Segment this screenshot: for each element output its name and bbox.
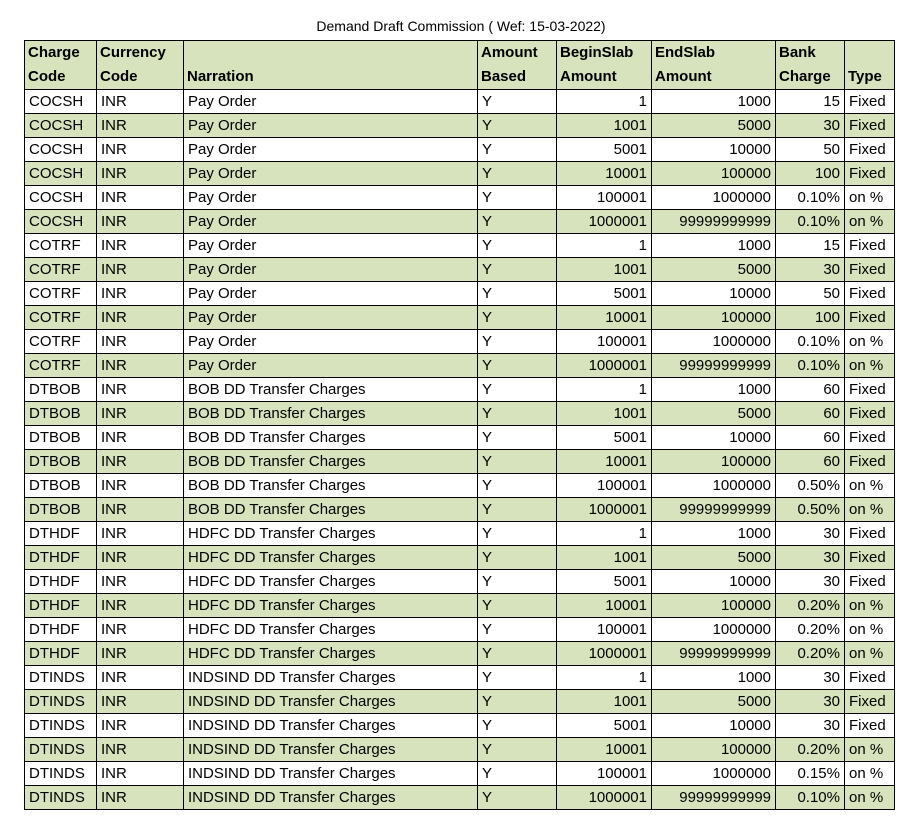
cell-currency-code: INR <box>97 210 184 234</box>
cell-bank-charge: 0.20% <box>776 642 845 666</box>
cell-narration: Pay Order <box>184 282 478 306</box>
cell-end-slab: 99999999999 <box>652 354 776 378</box>
cell-currency-code: INR <box>97 306 184 330</box>
cell-currency-code: INR <box>97 594 184 618</box>
header-end-slab: EndSlab Amount <box>652 41 776 90</box>
cell-end-slab: 1000 <box>652 522 776 546</box>
cell-amount-based: Y <box>478 354 557 378</box>
table-row <box>25 90 895 114</box>
table-row <box>25 498 895 522</box>
cell-narration: BOB DD Transfer Charges <box>184 378 478 402</box>
table-row <box>25 258 895 282</box>
cell-charge-code: COTRF <box>25 354 97 378</box>
cell-charge-code: COTRF <box>25 258 97 282</box>
cell-narration: BOB DD Transfer Charges <box>184 402 478 426</box>
cell-bank-charge: 50 <box>776 282 845 306</box>
cell-narration: HDFC DD Transfer Charges <box>184 546 478 570</box>
cell-amount-based: Y <box>478 762 557 786</box>
header-currency-code: Currency Code <box>97 41 184 90</box>
cell-amount-based: Y <box>478 786 557 810</box>
cell-end-slab: 100000 <box>652 450 776 474</box>
table-row <box>25 282 895 306</box>
header-row <box>25 41 895 90</box>
cell-charge-code: COCSH <box>25 90 97 114</box>
cell-begin-slab: 1000001 <box>557 786 652 810</box>
cell-narration: Pay Order <box>184 210 478 234</box>
cell-charge-code: DTBOB <box>25 378 97 402</box>
cell-amount-based: Y <box>478 282 557 306</box>
cell-currency-code: INR <box>97 90 184 114</box>
cell-type: on % <box>845 642 895 666</box>
cell-end-slab: 5000 <box>652 402 776 426</box>
cell-charge-code: COCSH <box>25 210 97 234</box>
table-row <box>25 474 895 498</box>
cell-begin-slab: 1000001 <box>557 354 652 378</box>
cell-currency-code: INR <box>97 522 184 546</box>
cell-begin-slab: 1 <box>557 90 652 114</box>
cell-narration: HDFC DD Transfer Charges <box>184 618 478 642</box>
cell-begin-slab: 5001 <box>557 138 652 162</box>
cell-narration: INDSIND DD Transfer Charges <box>184 738 478 762</box>
cell-type: Fixed <box>845 450 895 474</box>
cell-type: on % <box>845 186 895 210</box>
cell-begin-slab: 100001 <box>557 474 652 498</box>
cell-amount-based: Y <box>478 666 557 690</box>
cell-end-slab: 100000 <box>652 594 776 618</box>
cell-end-slab: 10000 <box>652 282 776 306</box>
table-row <box>25 162 895 186</box>
table-row <box>25 330 895 354</box>
cell-narration: Pay Order <box>184 162 478 186</box>
cell-currency-code: INR <box>97 570 184 594</box>
cell-narration: Pay Order <box>184 234 478 258</box>
cell-begin-slab: 1000001 <box>557 642 652 666</box>
cell-narration: Pay Order <box>184 330 478 354</box>
cell-end-slab: 1000000 <box>652 330 776 354</box>
cell-charge-code: COTRF <box>25 330 97 354</box>
cell-amount-based: Y <box>478 426 557 450</box>
cell-currency-code: INR <box>97 258 184 282</box>
cell-type: Fixed <box>845 570 895 594</box>
cell-type: Fixed <box>845 234 895 258</box>
cell-charge-code: DTINDS <box>25 714 97 738</box>
table-row <box>25 306 895 330</box>
table-row <box>25 522 895 546</box>
cell-bank-charge: 0.10% <box>776 786 845 810</box>
cell-type: Fixed <box>845 114 895 138</box>
cell-currency-code: INR <box>97 786 184 810</box>
cell-bank-charge: 0.10% <box>776 186 845 210</box>
cell-charge-code: DTHDF <box>25 570 97 594</box>
cell-end-slab: 10000 <box>652 138 776 162</box>
cell-amount-based: Y <box>478 186 557 210</box>
cell-amount-based: Y <box>478 114 557 138</box>
cell-currency-code: INR <box>97 642 184 666</box>
cell-amount-based: Y <box>478 402 557 426</box>
cell-begin-slab: 1 <box>557 666 652 690</box>
cell-begin-slab: 100001 <box>557 762 652 786</box>
cell-type: on % <box>845 330 895 354</box>
cell-bank-charge: 30 <box>776 546 845 570</box>
table-row <box>25 450 895 474</box>
cell-amount-based: Y <box>478 306 557 330</box>
cell-currency-code: INR <box>97 762 184 786</box>
cell-begin-slab: 1001 <box>557 402 652 426</box>
cell-end-slab: 1000000 <box>652 186 776 210</box>
cell-end-slab: 100000 <box>652 738 776 762</box>
cell-bank-charge: 0.50% <box>776 474 845 498</box>
cell-narration: HDFC DD Transfer Charges <box>184 522 478 546</box>
cell-end-slab: 99999999999 <box>652 642 776 666</box>
cell-begin-slab: 10001 <box>557 594 652 618</box>
cell-type: Fixed <box>845 282 895 306</box>
cell-type: on % <box>845 786 895 810</box>
cell-amount-based: Y <box>478 210 557 234</box>
cell-type: Fixed <box>845 90 895 114</box>
cell-charge-code: DTHDF <box>25 642 97 666</box>
cell-charge-code: DTBOB <box>25 402 97 426</box>
cell-begin-slab: 1001 <box>557 258 652 282</box>
cell-charge-code: DTHDF <box>25 618 97 642</box>
table-row <box>25 114 895 138</box>
table-row <box>25 210 895 234</box>
cell-bank-charge: 50 <box>776 138 845 162</box>
cell-narration: INDSIND DD Transfer Charges <box>184 762 478 786</box>
cell-narration: BOB DD Transfer Charges <box>184 426 478 450</box>
cell-currency-code: INR <box>97 498 184 522</box>
cell-charge-code: COTRF <box>25 282 97 306</box>
cell-end-slab: 5000 <box>652 690 776 714</box>
cell-end-slab: 1000000 <box>652 762 776 786</box>
header-narration: Narration <box>184 41 478 90</box>
cell-type: Fixed <box>845 522 895 546</box>
table-row <box>25 402 895 426</box>
cell-bank-charge: 0.10% <box>776 210 845 234</box>
cell-amount-based: Y <box>478 234 557 258</box>
cell-currency-code: INR <box>97 330 184 354</box>
cell-amount-based: Y <box>478 714 557 738</box>
cell-charge-code: DTHDF <box>25 546 97 570</box>
commission-table <box>24 40 895 810</box>
cell-begin-slab: 1001 <box>557 690 652 714</box>
cell-type: Fixed <box>845 258 895 282</box>
cell-currency-code: INR <box>97 546 184 570</box>
table-body <box>25 90 895 810</box>
cell-bank-charge: 100 <box>776 306 845 330</box>
cell-bank-charge: 15 <box>776 234 845 258</box>
cell-begin-slab: 10001 <box>557 450 652 474</box>
cell-currency-code: INR <box>97 402 184 426</box>
cell-type: on % <box>845 474 895 498</box>
cell-type: Fixed <box>845 378 895 402</box>
cell-begin-slab: 1 <box>557 378 652 402</box>
cell-type: on % <box>845 762 895 786</box>
cell-amount-based: Y <box>478 522 557 546</box>
cell-bank-charge: 0.15% <box>776 762 845 786</box>
cell-amount-based: Y <box>478 450 557 474</box>
cell-end-slab: 100000 <box>652 162 776 186</box>
cell-amount-based: Y <box>478 738 557 762</box>
cell-type: Fixed <box>845 714 895 738</box>
cell-charge-code: DTBOB <box>25 450 97 474</box>
cell-narration: Pay Order <box>184 306 478 330</box>
table-row <box>25 738 895 762</box>
cell-type: on % <box>845 594 895 618</box>
cell-currency-code: INR <box>97 738 184 762</box>
cell-narration: HDFC DD Transfer Charges <box>184 642 478 666</box>
table-row <box>25 378 895 402</box>
cell-amount-based: Y <box>478 690 557 714</box>
cell-currency-code: INR <box>97 474 184 498</box>
cell-type: on % <box>845 498 895 522</box>
cell-narration: Pay Order <box>184 258 478 282</box>
cell-narration: BOB DD Transfer Charges <box>184 450 478 474</box>
cell-type: Fixed <box>845 138 895 162</box>
cell-end-slab: 1000000 <box>652 474 776 498</box>
cell-bank-charge: 0.20% <box>776 618 845 642</box>
cell-charge-code: DTINDS <box>25 762 97 786</box>
cell-type: Fixed <box>845 402 895 426</box>
table-row <box>25 666 895 690</box>
cell-bank-charge: 60 <box>776 426 845 450</box>
cell-begin-slab: 5001 <box>557 714 652 738</box>
cell-type: Fixed <box>845 666 895 690</box>
table-row <box>25 186 895 210</box>
cell-currency-code: INR <box>97 282 184 306</box>
cell-amount-based: Y <box>478 90 557 114</box>
cell-bank-charge: 30 <box>776 666 845 690</box>
cell-narration: BOB DD Transfer Charges <box>184 498 478 522</box>
cell-end-slab: 5000 <box>652 258 776 282</box>
cell-bank-charge: 30 <box>776 570 845 594</box>
cell-currency-code: INR <box>97 186 184 210</box>
cell-charge-code: DTHDF <box>25 522 97 546</box>
cell-begin-slab: 100001 <box>557 618 652 642</box>
cell-end-slab: 10000 <box>652 570 776 594</box>
cell-charge-code: DTINDS <box>25 786 97 810</box>
cell-narration: Pay Order <box>184 138 478 162</box>
cell-end-slab: 1000000 <box>652 618 776 642</box>
cell-type: on % <box>845 738 895 762</box>
cell-charge-code: DTBOB <box>25 474 97 498</box>
cell-narration: Pay Order <box>184 186 478 210</box>
page-title: Demand Draft Commission ( Wef: 15-03-2022) <box>316 18 606 34</box>
cell-narration: HDFC DD Transfer Charges <box>184 594 478 618</box>
cell-charge-code: DTINDS <box>25 690 97 714</box>
cell-type: Fixed <box>845 162 895 186</box>
cell-type: on % <box>845 210 895 234</box>
cell-amount-based: Y <box>478 546 557 570</box>
cell-charge-code: DTINDS <box>25 666 97 690</box>
cell-currency-code: INR <box>97 426 184 450</box>
cell-begin-slab: 1000001 <box>557 498 652 522</box>
cell-end-slab: 1000 <box>652 666 776 690</box>
cell-begin-slab: 100001 <box>557 186 652 210</box>
cell-bank-charge: 30 <box>776 714 845 738</box>
cell-amount-based: Y <box>478 474 557 498</box>
cell-begin-slab: 5001 <box>557 426 652 450</box>
header-bank-charge: Bank Charge <box>776 41 845 90</box>
cell-currency-code: INR <box>97 378 184 402</box>
table-row <box>25 570 895 594</box>
table-row <box>25 714 895 738</box>
cell-type: on % <box>845 618 895 642</box>
cell-type: Fixed <box>845 426 895 450</box>
cell-end-slab: 99999999999 <box>652 786 776 810</box>
cell-bank-charge: 0.20% <box>776 594 845 618</box>
cell-amount-based: Y <box>478 258 557 282</box>
cell-type: Fixed <box>845 306 895 330</box>
cell-narration: Pay Order <box>184 114 478 138</box>
cell-amount-based: Y <box>478 570 557 594</box>
cell-type: Fixed <box>845 690 895 714</box>
cell-currency-code: INR <box>97 114 184 138</box>
cell-begin-slab: 100001 <box>557 330 652 354</box>
cell-amount-based: Y <box>478 162 557 186</box>
cell-bank-charge: 0.20% <box>776 738 845 762</box>
cell-begin-slab: 5001 <box>557 570 652 594</box>
table-row <box>25 234 895 258</box>
cell-end-slab: 99999999999 <box>652 498 776 522</box>
cell-bank-charge: 15 <box>776 90 845 114</box>
cell-end-slab: 10000 <box>652 714 776 738</box>
cell-bank-charge: 60 <box>776 378 845 402</box>
cell-begin-slab: 10001 <box>557 162 652 186</box>
cell-amount-based: Y <box>478 330 557 354</box>
cell-bank-charge: 0.10% <box>776 330 845 354</box>
cell-bank-charge: 60 <box>776 450 845 474</box>
cell-bank-charge: 60 <box>776 402 845 426</box>
cell-end-slab: 99999999999 <box>652 210 776 234</box>
cell-end-slab: 1000 <box>652 378 776 402</box>
cell-charge-code: COCSH <box>25 186 97 210</box>
header-begin-slab: BeginSlab Amount <box>557 41 652 90</box>
cell-currency-code: INR <box>97 666 184 690</box>
cell-begin-slab: 1 <box>557 234 652 258</box>
table-row <box>25 426 895 450</box>
header-charge-code: Charge Code <box>25 41 97 90</box>
cell-narration: HDFC DD Transfer Charges <box>184 570 478 594</box>
cell-charge-code: DTBOB <box>25 426 97 450</box>
table-row <box>25 642 895 666</box>
cell-amount-based: Y <box>478 594 557 618</box>
cell-amount-based: Y <box>478 378 557 402</box>
cell-bank-charge: 30 <box>776 114 845 138</box>
cell-begin-slab: 5001 <box>557 282 652 306</box>
cell-amount-based: Y <box>478 642 557 666</box>
cell-end-slab: 10000 <box>652 426 776 450</box>
cell-begin-slab: 1 <box>557 522 652 546</box>
cell-charge-code: DTINDS <box>25 738 97 762</box>
cell-charge-code: COCSH <box>25 114 97 138</box>
cell-bank-charge: 30 <box>776 258 845 282</box>
cell-narration: BOB DD Transfer Charges <box>184 474 478 498</box>
table-row <box>25 138 895 162</box>
header-type: Type <box>845 41 895 90</box>
cell-end-slab: 5000 <box>652 546 776 570</box>
cell-currency-code: INR <box>97 714 184 738</box>
cell-end-slab: 1000 <box>652 234 776 258</box>
cell-currency-code: INR <box>97 450 184 474</box>
cell-charge-code: COTRF <box>25 306 97 330</box>
cell-begin-slab: 10001 <box>557 306 652 330</box>
header-amount-based: Amount Based <box>478 41 557 90</box>
cell-begin-slab: 1001 <box>557 114 652 138</box>
cell-amount-based: Y <box>478 138 557 162</box>
cell-begin-slab: 10001 <box>557 738 652 762</box>
cell-charge-code: DTHDF <box>25 594 97 618</box>
cell-currency-code: INR <box>97 162 184 186</box>
table-row <box>25 618 895 642</box>
cell-begin-slab: 1001 <box>557 546 652 570</box>
cell-bank-charge: 30 <box>776 522 845 546</box>
cell-amount-based: Y <box>478 618 557 642</box>
cell-narration: Pay Order <box>184 90 478 114</box>
cell-bank-charge: 100 <box>776 162 845 186</box>
table-row <box>25 594 895 618</box>
cell-narration: INDSIND DD Transfer Charges <box>184 786 478 810</box>
table-row <box>25 786 895 810</box>
cell-charge-code: COCSH <box>25 138 97 162</box>
cell-type: Fixed <box>845 546 895 570</box>
cell-end-slab: 100000 <box>652 306 776 330</box>
cell-charge-code: COTRF <box>25 234 97 258</box>
cell-charge-code: COCSH <box>25 162 97 186</box>
cell-bank-charge: 0.50% <box>776 498 845 522</box>
cell-currency-code: INR <box>97 354 184 378</box>
cell-type: on % <box>845 354 895 378</box>
cell-bank-charge: 0.10% <box>776 354 845 378</box>
cell-amount-based: Y <box>478 498 557 522</box>
cell-bank-charge: 30 <box>776 690 845 714</box>
cell-end-slab: 1000 <box>652 90 776 114</box>
cell-begin-slab: 1000001 <box>557 210 652 234</box>
cell-narration: INDSIND DD Transfer Charges <box>184 666 478 690</box>
table-row <box>25 762 895 786</box>
cell-narration: INDSIND DD Transfer Charges <box>184 690 478 714</box>
cell-currency-code: INR <box>97 234 184 258</box>
cell-narration: Pay Order <box>184 354 478 378</box>
table-row <box>25 690 895 714</box>
cell-currency-code: INR <box>97 138 184 162</box>
cell-narration: INDSIND DD Transfer Charges <box>184 714 478 738</box>
cell-charge-code: DTBOB <box>25 498 97 522</box>
table-row <box>25 354 895 378</box>
table-row <box>25 546 895 570</box>
cell-end-slab: 5000 <box>652 114 776 138</box>
cell-currency-code: INR <box>97 690 184 714</box>
cell-currency-code: INR <box>97 618 184 642</box>
